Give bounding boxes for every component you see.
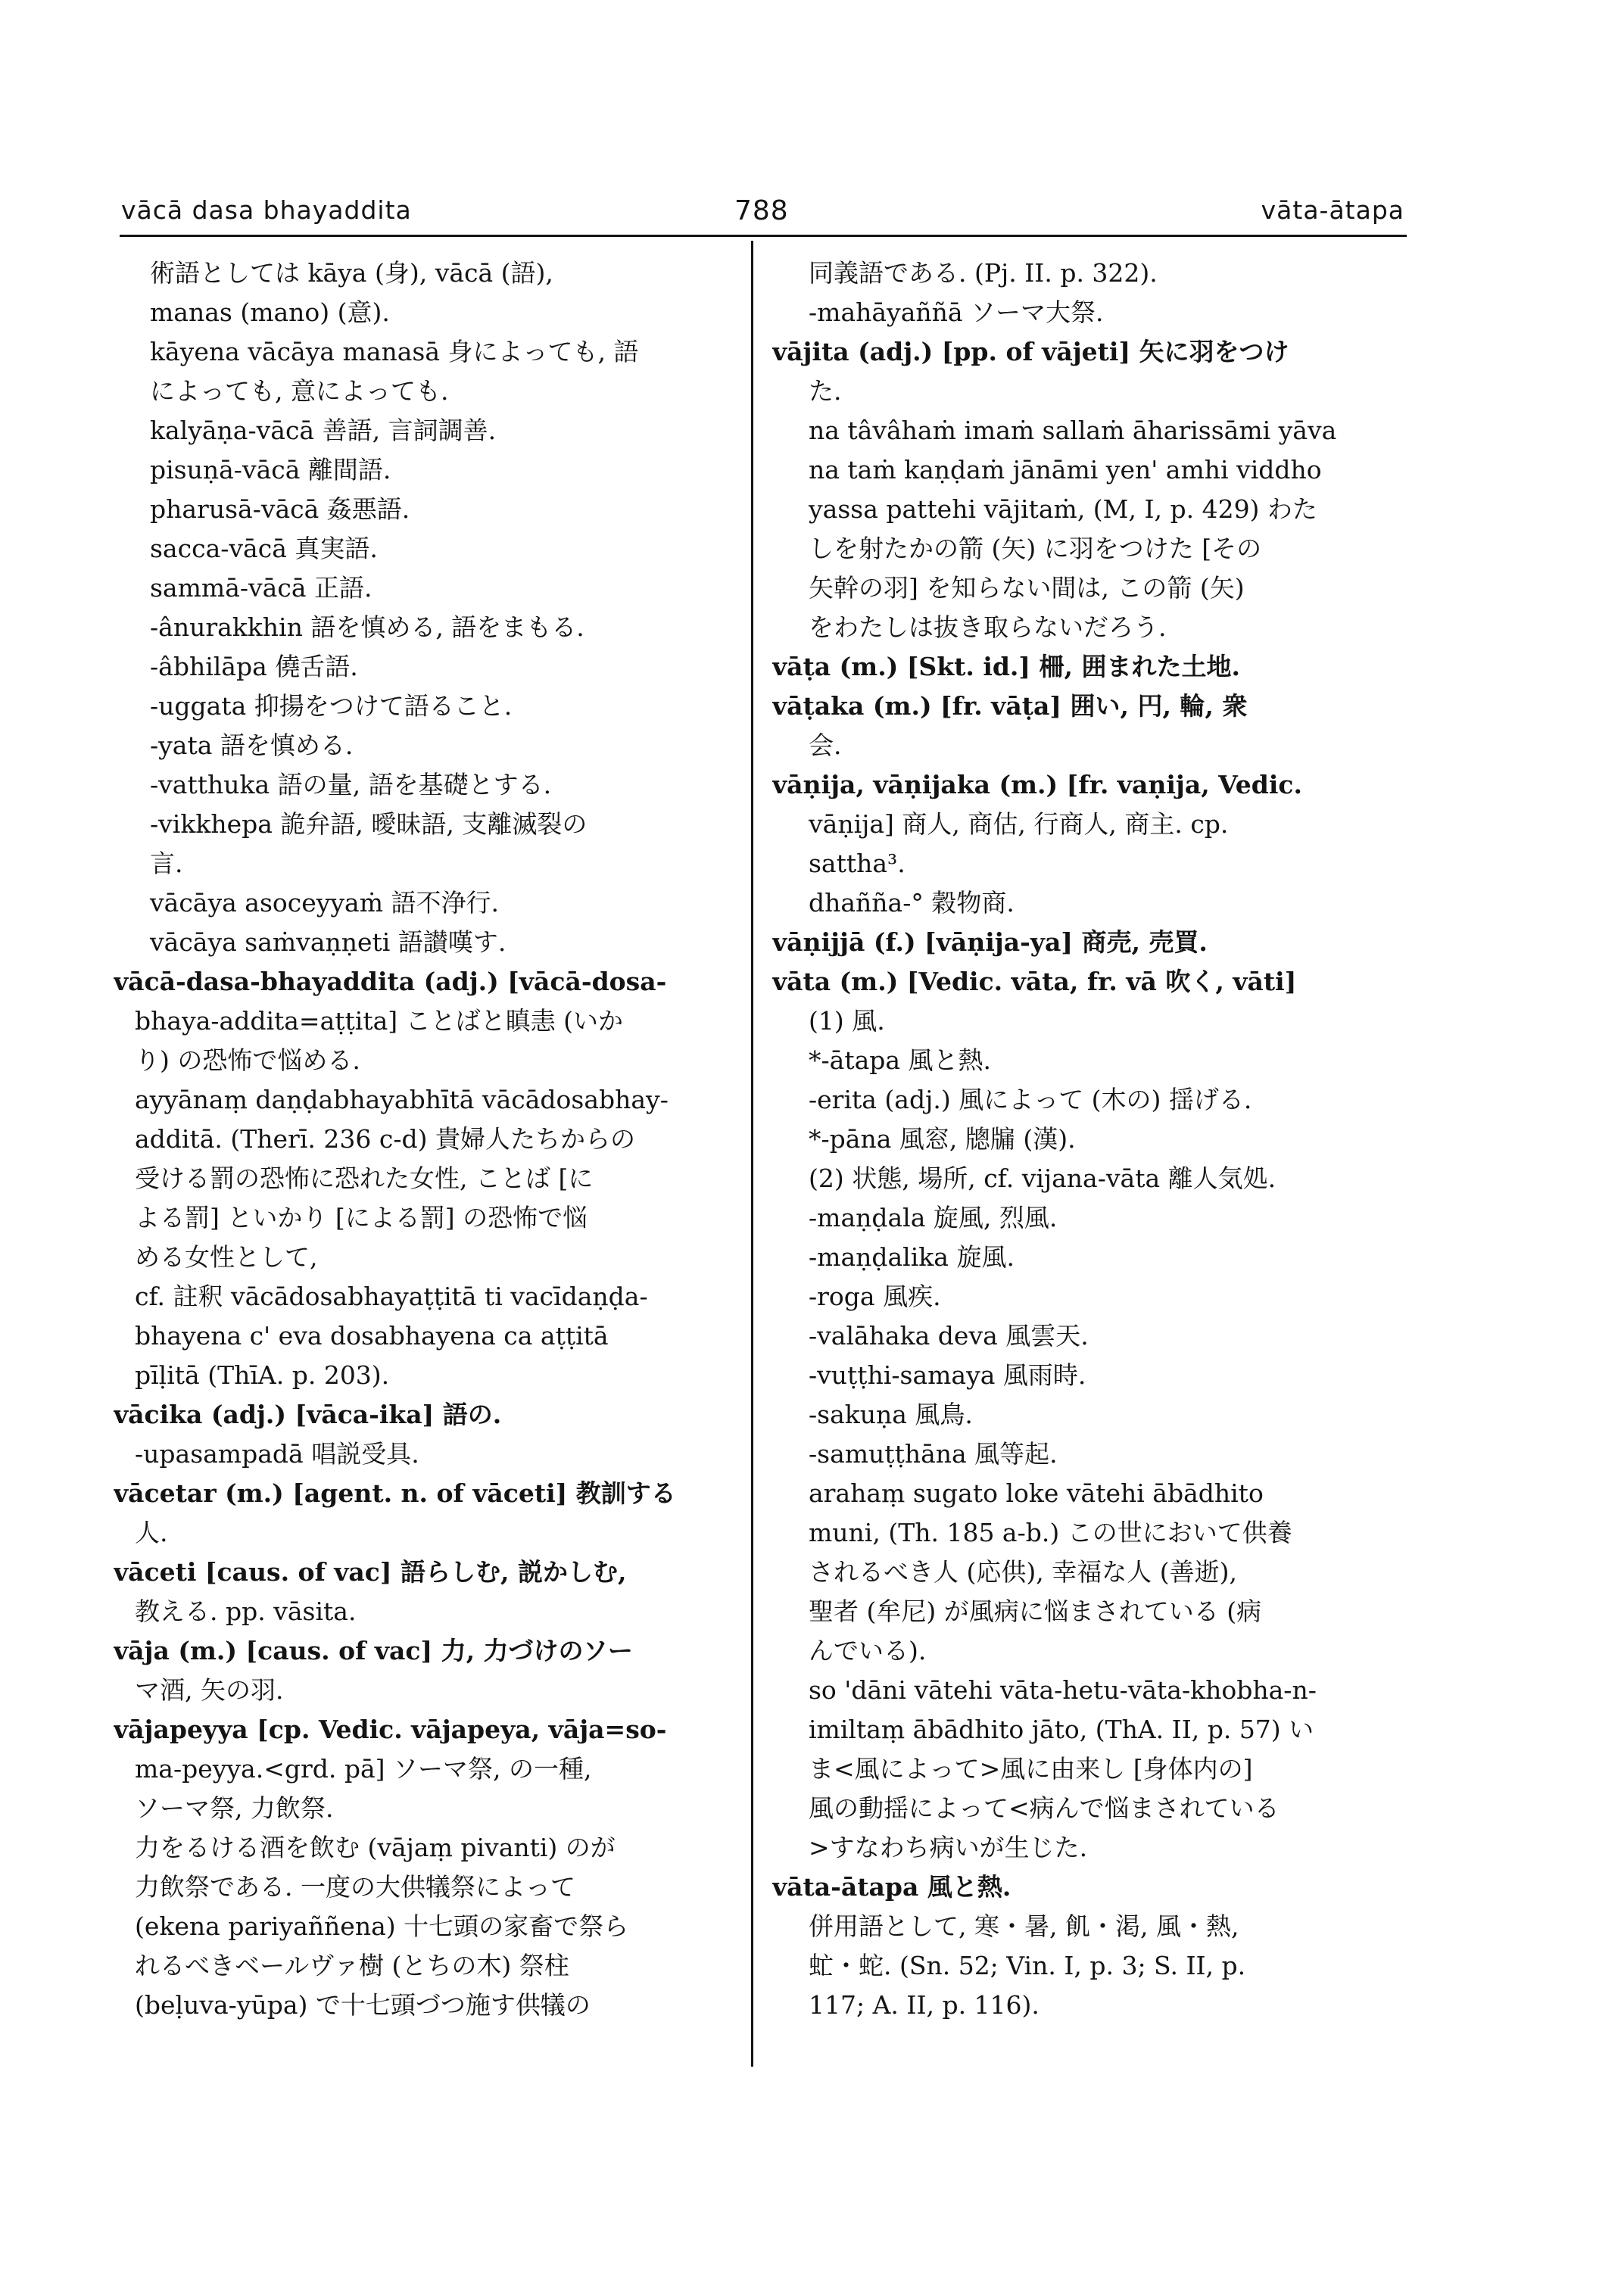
left-column (114, 254, 727, 2025)
text-line: bhaya-addita=aṭṭita] ことばと瞋恚 (いか (135, 1006, 623, 1036)
text-line: -sakuṇa 風鳥. (809, 1400, 973, 1429)
text-line: -vuṭṭhi-samaya 風雨時. (809, 1360, 1086, 1390)
text-line: マ酒, 矢の羽. (135, 1675, 284, 1705)
entry-headword-line: vājapeyya [cp. Vedic. vājapeya, vāja=so- (114, 1715, 667, 1744)
entry-headword-line: vāceti [caus. of vac] 語らしむ, 説かしむ, (114, 1557, 627, 1587)
text-line: so 'dāni vātehi vāta-hetu-vāta-khobha-n- (809, 1675, 1317, 1705)
text-line: ま<風によって>風に由来し [身体内の] (809, 1754, 1253, 1784)
text-line: yassa pattehi vājitaṁ, (M, I, p. 429) わた (809, 494, 1317, 524)
entry-headword-line: vāṭa (m.) [Skt. id.] 柵, 囲まれた土地. (772, 652, 1240, 681)
text-line: ma-peyya.<grd. pā] ソーマ祭, の一種, (135, 1754, 592, 1784)
text-line: sattha³. (809, 849, 906, 878)
entry-headword-line: vācā-dasa-bhayaddita (adj.) [vācā-dosa- (114, 967, 667, 996)
text-line: (beḷuva-yūpa) で十七頭づつ施す供犠の (135, 1990, 591, 2020)
entry-headword-line: vācika (adj.) [vāca-ika] 語の. (114, 1400, 502, 1429)
text-line: *-ātapa 風と熱. (809, 1045, 992, 1075)
text-line: -mahāyaññā ソーマ大祭. (809, 298, 1104, 327)
text-line: た. (809, 376, 842, 406)
text-line: んでいる). (809, 1636, 927, 1665)
text-line: 矢幹の羽] を知らない間は, この箭 (矢) (809, 573, 1245, 603)
entry-headword-line: vācetar (m.) [agent. n. of vāceti] 教訓する (114, 1478, 676, 1508)
text-line: vācāya asoceyyaṁ 語不浄行. (150, 888, 500, 918)
text-line: vāṇija] 商人, 商估, 行商人, 商主. cp. (809, 809, 1229, 839)
text-line: kalyāṇa-vācā 善語, 言詞調善. (150, 416, 497, 445)
text-line: sammā-vācā 正語. (150, 573, 372, 603)
text-line: ソーマ祭, 力飲祭. (135, 1793, 334, 1823)
text-line: 人. (135, 1518, 168, 1547)
text-line: imiltaṃ ābādhito jāto, (ThA. II, p. 57) い (809, 1715, 1314, 1744)
text-line: (1) 風. (809, 1006, 885, 1036)
running-head-right: vāta-ātapa (1261, 195, 1404, 225)
text-line: na tâvâhaṁ imaṁ sallaṁ āharissāmi yāva (809, 416, 1337, 445)
text-line: additā. (Therī. 236 c-d) 貴婦人たちからの (135, 1124, 635, 1154)
text-line: 言. (150, 849, 183, 878)
text-line: -upasampadā 唱説受具. (135, 1439, 419, 1469)
entry-headword-line: vāṇijjā (f.) [vāṇija-ya] 商売, 売買. (772, 927, 1208, 957)
entry-headword-line: vāja (m.) [caus. of vac] 力, 力づけのソー (114, 1636, 633, 1665)
entry-headword-line: vāṇija, vāṇijaka (m.) [fr. vaṇija, Vedic. (772, 770, 1302, 799)
text-line: pīḷitā (ThīA. p. 203). (135, 1360, 390, 1390)
text-line: 力をるける酒を飲む (vājaṃ pivanti) のが (135, 1833, 616, 1862)
text-line: pharusā-vācā 姦悪語. (150, 494, 410, 524)
text-line: muni, (Th. 185 a-b.) この世において供養 (809, 1518, 1292, 1547)
header-rule (120, 235, 1407, 237)
text-line: -roga 風疾. (809, 1282, 941, 1311)
text-line: arahaṃ sugato loke vātehi ābādhito (809, 1478, 1264, 1508)
running-head-left: vācā dasa bhayaddita (121, 195, 412, 225)
text-line: -maṇḍalika 旋風. (809, 1242, 1015, 1272)
right-column (772, 254, 1408, 2025)
page-number: 788 (734, 195, 789, 226)
text-line: -vikkhepa 詭弁語, 曖昧語, 支離滅裂の (150, 809, 588, 839)
text-line: 術語としては kāya (身), vācā (語), (150, 258, 553, 288)
text-line: (ekena pariyaññena) 十七頭の家畜で祭ら (135, 1911, 629, 1941)
text-line: bhayena c' eva dosabhayena ca aṭṭitā (135, 1321, 609, 1351)
text-line: 風の動揺によって<病んで悩まされている (809, 1793, 1280, 1823)
text-line: -erita (adj.) 風によって (木の) 揺げる. (809, 1085, 1252, 1114)
text-line: をわたしは抜き取らないだろう. (809, 612, 1167, 642)
text-line: 虻・蛇. (Sn. 52; Vin. I, p. 3; S. II, p. (809, 1951, 1246, 1980)
text-line: -samuṭṭhāna 風等起. (809, 1439, 1058, 1469)
text-line: 117; A. II, p. 116). (809, 1990, 1040, 2020)
text-line: sacca-vācā 真実語. (150, 534, 378, 563)
text-line: pisuṇā-vācā 離間語. (150, 455, 391, 484)
text-line: れるべきベールヴァ樹 (とちの木) 祭柱 (135, 1951, 569, 1980)
text-line: める女性として, (135, 1242, 318, 1272)
text-line: -vatthuka 語の量, 語を基礎とする. (150, 770, 552, 799)
text-line: -yata 語を慎める. (150, 731, 354, 760)
text-line: -uggata 抑揚をつけて語ること. (150, 691, 513, 721)
entry-headword-line: vāta (m.) [Vedic. vāta, fr. vā 吹く, vāti] (772, 967, 1297, 996)
text-line: 聖者 (牟尼) が風病に悩まされている (病 (809, 1597, 1262, 1626)
text-line: *-pāna 風窓, 牕牖 (漢). (809, 1124, 1076, 1154)
text-line: り) の恐怖で悩める. (135, 1045, 360, 1075)
entry-headword-line: vājita (adj.) [pp. of vājeti] 矢に羽をつけ (772, 337, 1289, 366)
text-line: 会. (809, 731, 842, 760)
text-line: manas (mano) (意). (150, 298, 390, 327)
text-line: によっても, 意によっても. (150, 376, 449, 406)
text-line: 併用語として, 寒・暑, 飢・渇, 風・熱, (809, 1911, 1239, 1941)
text-line: na taṁ kaṇḍaṁ jānāmi yen' amhi viddho (809, 455, 1322, 484)
text-line: されるべき人 (応供), 幸福な人 (善逝), (809, 1557, 1237, 1587)
text-line: -ânurakkhin 語を慎める, 語をまもる. (150, 612, 584, 642)
entry-headword-line: vāṭaka (m.) [fr. vāṭa] 囲い, 円, 輪, 衆 (772, 691, 1248, 721)
text-line: しを射たかの箭 (矢) に羽をつけた [その (809, 534, 1262, 563)
text-line: cf. 註釈 vācādosabhayaṭṭitā ti vacīdaṇḍa- (135, 1282, 648, 1311)
text-line: -âbhilāpa 僥舌語. (150, 652, 358, 681)
text-line: (2) 状態, 場所, cf. vijana-vāta 離人気処. (809, 1164, 1276, 1193)
text-line: dhañña-° 穀物商. (809, 888, 1015, 918)
text-line: 教える. pp. vāsita. (135, 1597, 357, 1626)
entry-headword-line: vāta-ātapa 風と熱. (772, 1872, 1011, 1902)
text-line: 受ける罰の恐怖に恐れた女性, ことば [に (135, 1164, 594, 1193)
text-line: -valāhaka deva 風雲天. (809, 1321, 1089, 1351)
text-line: vācāya saṁvaṇṇeti 語讃嘆す. (150, 927, 507, 957)
column-divider (751, 241, 753, 2067)
text-line: 力飲祭である. 一度の大供犠祭によって (135, 1872, 575, 1902)
text-line: kāyena vācāya manasā 身によっても, 語 (150, 337, 639, 366)
text-line: ayyānaṃ daṇḍabhayabhītā vācādosabhay- (135, 1085, 669, 1114)
text-line: 同義語である. (Pj. II. p. 322). (809, 258, 1158, 288)
text-line: >すなわち病いが生じた. (809, 1833, 1088, 1862)
text-line: -maṇḍala 旋風, 烈風. (809, 1203, 1058, 1232)
text-line: よる罰] といかり [による罰] の恐怖で悩 (135, 1203, 588, 1232)
